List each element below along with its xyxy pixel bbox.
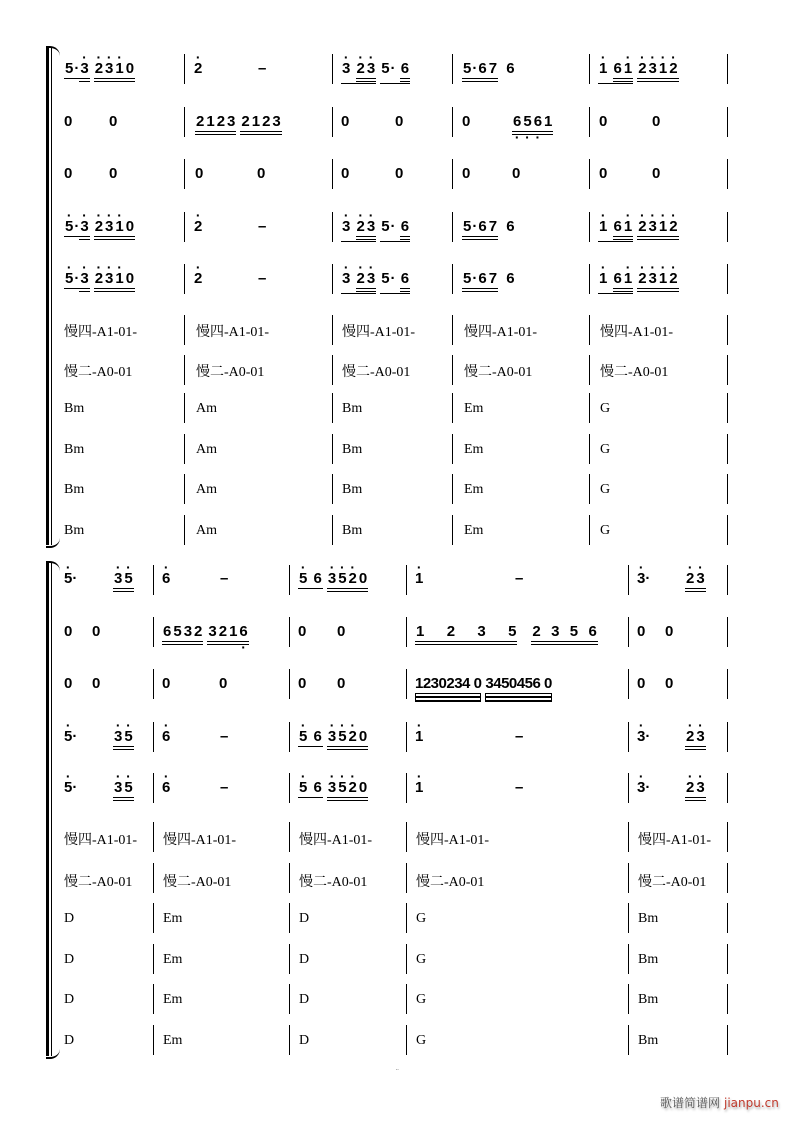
barline bbox=[628, 1025, 629, 1055]
barline bbox=[589, 159, 590, 189]
chord: Bm bbox=[64, 401, 85, 416]
barline bbox=[332, 434, 333, 464]
barline bbox=[727, 434, 728, 464]
barline bbox=[153, 944, 154, 974]
barline bbox=[184, 515, 185, 545]
barline bbox=[153, 722, 154, 752]
barline bbox=[289, 722, 290, 752]
barline bbox=[628, 984, 629, 1014]
barline bbox=[452, 434, 453, 464]
rhythm-label: 慢二-A0-01 bbox=[196, 365, 265, 380]
barline bbox=[153, 669, 154, 699]
chord: Am bbox=[196, 482, 217, 497]
rhythm-label: 慢二-A0-01 bbox=[299, 875, 368, 890]
barline bbox=[452, 54, 453, 84]
barline bbox=[589, 315, 590, 345]
rhythm-label: 慢二-A0-01 bbox=[64, 875, 133, 890]
barline bbox=[628, 669, 629, 699]
rhythm-label: 慢二-A0-01 bbox=[464, 365, 533, 380]
barline bbox=[589, 393, 590, 423]
barline bbox=[289, 944, 290, 974]
chord: Em bbox=[163, 952, 183, 967]
barline bbox=[153, 565, 154, 595]
chord: Em bbox=[464, 442, 484, 457]
barline bbox=[452, 474, 453, 504]
barline bbox=[153, 863, 154, 893]
rhythm-label: 慢二-A0-01 bbox=[638, 875, 707, 890]
barline bbox=[452, 264, 453, 294]
rhythm-label: 慢四-A1-01- bbox=[163, 833, 237, 848]
barline bbox=[727, 315, 728, 345]
rhythm-label: 慢四-A1-01- bbox=[64, 833, 138, 848]
chord: Bm bbox=[64, 523, 85, 538]
barline bbox=[589, 212, 590, 242]
barline bbox=[727, 355, 728, 385]
rhythm-label: 慢二-A0-01 bbox=[163, 875, 232, 890]
chord: D bbox=[64, 1033, 75, 1048]
chord: Bm bbox=[638, 952, 659, 967]
chord: Am bbox=[196, 401, 217, 416]
barline bbox=[727, 54, 728, 84]
barline bbox=[153, 617, 154, 647]
chord: Em bbox=[464, 523, 484, 538]
barline bbox=[589, 54, 590, 84]
barline bbox=[628, 903, 629, 933]
chord: Bm bbox=[64, 442, 85, 457]
barline bbox=[289, 903, 290, 933]
barline bbox=[184, 393, 185, 423]
chord: G bbox=[416, 952, 427, 967]
rhythm-label: 慢二-A0-01 bbox=[600, 365, 669, 380]
page-mark: ¨ bbox=[396, 1068, 399, 1077]
chord: D bbox=[299, 1033, 310, 1048]
rhythm-label: 慢四-A1-01- bbox=[64, 325, 138, 340]
barline bbox=[153, 903, 154, 933]
barline bbox=[332, 212, 333, 242]
barline bbox=[727, 515, 728, 545]
chord: Am bbox=[196, 442, 217, 457]
barline bbox=[589, 474, 590, 504]
chord: G bbox=[600, 482, 611, 497]
chord: Em bbox=[464, 401, 484, 416]
barline bbox=[332, 393, 333, 423]
barline bbox=[289, 1025, 290, 1055]
barline bbox=[184, 434, 185, 464]
barline bbox=[332, 159, 333, 189]
measure: · 2 bbox=[194, 60, 202, 77]
chord: G bbox=[600, 523, 611, 538]
watermark-cn: 歌谱简谱网 bbox=[660, 1096, 721, 1110]
barline bbox=[452, 107, 453, 137]
rhythm-label: 慢四-A1-01- bbox=[600, 325, 674, 340]
barline bbox=[406, 1025, 407, 1055]
measure: · 1 6 · 1 · 2 · 3 · 1 · 2 bbox=[598, 60, 683, 84]
barline bbox=[184, 54, 185, 84]
rhythm-label: 慢四-A1-01- bbox=[464, 325, 538, 340]
barline bbox=[727, 903, 728, 933]
watermark-url: jianpu.cn bbox=[724, 1096, 779, 1110]
rhythm-label: 慢四-A1-01- bbox=[638, 833, 712, 848]
barline bbox=[589, 264, 590, 294]
barline bbox=[727, 617, 728, 647]
barline bbox=[289, 617, 290, 647]
barline bbox=[153, 1025, 154, 1055]
chord: D bbox=[64, 952, 75, 967]
rhythm-label: 慢四-A1-01- bbox=[342, 325, 416, 340]
barline bbox=[727, 159, 728, 189]
barline bbox=[589, 434, 590, 464]
chord: Am bbox=[196, 523, 217, 538]
barline bbox=[406, 722, 407, 752]
barline bbox=[727, 565, 728, 595]
barline bbox=[332, 315, 333, 345]
chord: Bm bbox=[342, 482, 363, 497]
rhythm-label: 慢二-A0-01 bbox=[416, 875, 485, 890]
barline bbox=[628, 822, 629, 852]
barline bbox=[628, 863, 629, 893]
barline bbox=[727, 944, 728, 974]
barline bbox=[727, 107, 728, 137]
system-bracket bbox=[46, 48, 52, 545]
barline bbox=[628, 773, 629, 803]
barline bbox=[727, 264, 728, 294]
barline bbox=[452, 393, 453, 423]
barline bbox=[289, 565, 290, 595]
chord: Em bbox=[464, 482, 484, 497]
chord: Bm bbox=[342, 401, 363, 416]
rhythm-label: 慢二-A0-01 bbox=[64, 365, 133, 380]
barline bbox=[452, 212, 453, 242]
bracket-top-hook bbox=[46, 46, 60, 56]
barline bbox=[727, 773, 728, 803]
barline bbox=[184, 474, 185, 504]
dash: – bbox=[258, 60, 267, 77]
chord: Bm bbox=[342, 442, 363, 457]
barline bbox=[452, 315, 453, 345]
watermark bbox=[660, 1094, 779, 1111]
chord: Em bbox=[163, 992, 183, 1007]
barline bbox=[289, 863, 290, 893]
chord: G bbox=[600, 442, 611, 457]
barline bbox=[289, 773, 290, 803]
barline bbox=[628, 722, 629, 752]
rhythm-label: 慢二-A0-01 bbox=[342, 365, 411, 380]
barline bbox=[332, 355, 333, 385]
chord: D bbox=[299, 952, 310, 967]
barline bbox=[727, 722, 728, 752]
barline bbox=[289, 822, 290, 852]
barline bbox=[289, 984, 290, 1014]
barline bbox=[589, 355, 590, 385]
chord: D bbox=[64, 911, 75, 926]
barline bbox=[406, 984, 407, 1014]
barline bbox=[332, 474, 333, 504]
bracket-bottom-hook bbox=[46, 1049, 60, 1059]
barline bbox=[153, 822, 154, 852]
chord: Bm bbox=[638, 992, 659, 1007]
chord: Em bbox=[163, 1033, 183, 1048]
rhythm-label: 慢四-A1-01- bbox=[416, 833, 490, 848]
chord: D bbox=[299, 992, 310, 1007]
system-bracket bbox=[46, 563, 52, 1056]
barline bbox=[727, 474, 728, 504]
barline bbox=[332, 515, 333, 545]
barline bbox=[628, 944, 629, 974]
barline bbox=[452, 515, 453, 545]
chord: G bbox=[416, 992, 427, 1007]
barline bbox=[184, 315, 185, 345]
rhythm-label: 慢四-A1-01- bbox=[299, 833, 373, 848]
chord: Bm bbox=[64, 482, 85, 497]
measure: · 3 · 2 · 3 5· 6 bbox=[341, 60, 414, 84]
barline bbox=[332, 107, 333, 137]
chord: Bm bbox=[638, 1033, 659, 1048]
barline bbox=[332, 54, 333, 84]
chord: Bm bbox=[638, 911, 659, 926]
barline bbox=[727, 822, 728, 852]
chord: D bbox=[64, 992, 75, 1007]
bracket-top-hook bbox=[46, 561, 60, 571]
barline bbox=[628, 565, 629, 595]
barline bbox=[406, 863, 407, 893]
measure: 5·6 7 6 bbox=[462, 60, 515, 82]
measure: 5·· 3 · 2 · 3 · 1 0 bbox=[64, 60, 139, 82]
chord: Bm bbox=[342, 523, 363, 538]
barline bbox=[727, 393, 728, 423]
barline bbox=[589, 515, 590, 545]
barline bbox=[727, 212, 728, 242]
chord: G bbox=[416, 1033, 427, 1048]
barline bbox=[184, 264, 185, 294]
barline bbox=[452, 355, 453, 385]
barline bbox=[727, 1025, 728, 1055]
chord: G bbox=[600, 401, 611, 416]
barline bbox=[727, 669, 728, 699]
barline bbox=[332, 264, 333, 294]
barline bbox=[406, 944, 407, 974]
barline bbox=[452, 159, 453, 189]
chord: D bbox=[299, 911, 310, 926]
barline bbox=[184, 212, 185, 242]
barline bbox=[406, 822, 407, 852]
barline bbox=[406, 773, 407, 803]
barline bbox=[406, 669, 407, 699]
barline bbox=[184, 107, 185, 137]
chord: Em bbox=[163, 911, 183, 926]
barline bbox=[589, 107, 590, 137]
barline bbox=[153, 984, 154, 1014]
barline bbox=[406, 617, 407, 647]
barline bbox=[727, 984, 728, 1014]
barline bbox=[628, 617, 629, 647]
barline bbox=[406, 565, 407, 595]
rhythm-label: 慢四-A1-01- bbox=[196, 325, 270, 340]
barline bbox=[406, 903, 407, 933]
barline bbox=[184, 159, 185, 189]
barline bbox=[153, 773, 154, 803]
barline bbox=[727, 863, 728, 893]
bracket-bottom-hook bbox=[46, 538, 60, 548]
barline bbox=[289, 669, 290, 699]
chord: G bbox=[416, 911, 427, 926]
barline bbox=[184, 355, 185, 385]
